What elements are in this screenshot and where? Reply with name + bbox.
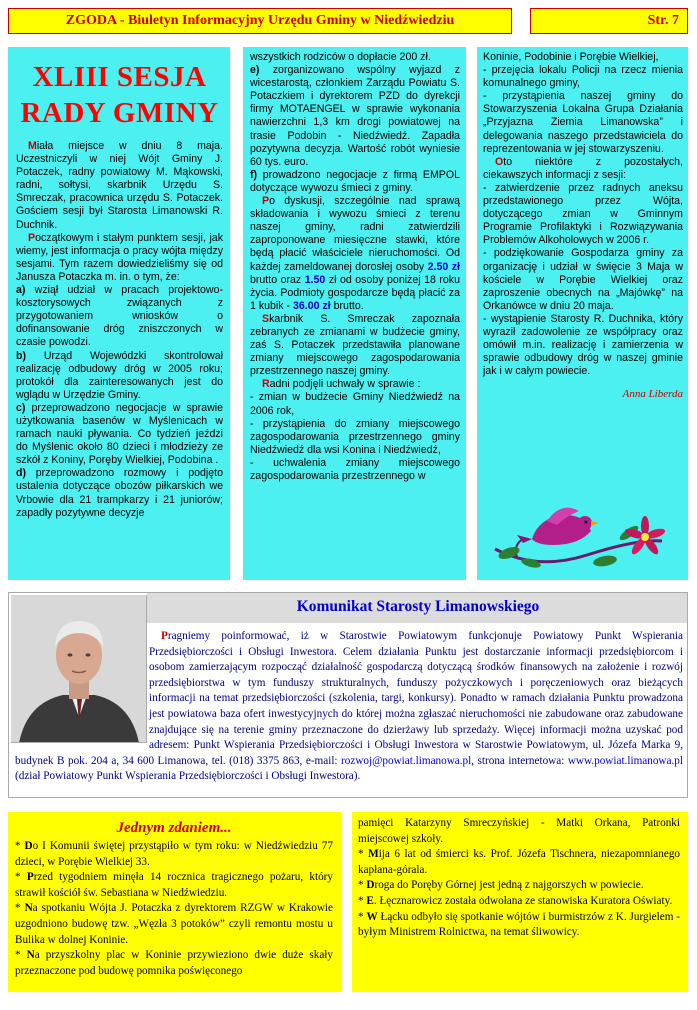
paragraph bbox=[250, 195, 460, 313]
paragraph-text: brutto. bbox=[330, 299, 364, 312]
initial-letter: P bbox=[26, 871, 34, 884]
komunikat-title: Komunikat Starosty Limanowskiego bbox=[296, 598, 540, 615]
item-letter: b) bbox=[16, 349, 26, 362]
item-text: przeprowadzono negocjacje w sprawie użytkowania basenów w Myślenicach w ramach nauki pływania. Co tydzień jeździ do Myślenic około 80 dzieci i młodzieży ze szkół z Koniny, Poręby Wielkiej, Podobina . bbox=[16, 401, 223, 467]
initial-letter: N bbox=[24, 902, 33, 915]
item-letter: f) bbox=[250, 168, 258, 181]
item-text: prowadzono negocjacje z firmą EMPOL dotyczące wywozu śmieci z gminy. bbox=[250, 168, 460, 194]
item-letter: c) bbox=[16, 401, 26, 414]
paragraph bbox=[16, 232, 223, 284]
paragraph-text: karbnik S. Smreczak zapoznała zebranych ze zmianami w budżecie gminy, zaś S. Potaczek przedstawiła planowane zmiany miejscowego zagospodarowania przestrzennego naszej gminy. bbox=[250, 312, 460, 378]
news-text: . Łęcznarowicz została odwołana ze stanowiska Kuratora Oświaty. bbox=[373, 894, 673, 907]
news-text: ija 6 lat od śmierci ks. Prof. Józefa Tischnera, niezapomnianego kapłana-górala. bbox=[358, 848, 681, 876]
initial-letter: M bbox=[28, 140, 37, 152]
list-item bbox=[16, 284, 223, 349]
list-item: - podziękowanie Gospodarza gminy za organizację i udział w święcie 3 Maja w kościele w Porębie Wielkiej oraz zaproszenie obecnych na „Majówkę” na Orkanówce w dniu 20 maja. bbox=[483, 247, 683, 312]
paragraph-text: brutto oraz bbox=[250, 273, 305, 286]
price-adult: 2.50 zł bbox=[427, 260, 460, 273]
paragraph-text: , strona internetowa: bbox=[471, 754, 568, 767]
initial-letter: E bbox=[366, 894, 374, 907]
headline-line-1: XLIII SESJA bbox=[32, 61, 207, 93]
item-letter: e) bbox=[250, 64, 260, 77]
header-title-box bbox=[8, 8, 512, 34]
news-text: a spotkaniu Wójta J. Potaczka z dyrektorem RZGW w Krakowie uzgodniono budowę tzw. „Węzła 3 potoków” czyli remontu mostu u Bulika w dolnej Koninie. bbox=[15, 902, 334, 946]
paragraph-text: o dyskusji, szczególnie nad sprawą składowania i wywozu śmieci z terenu naszej gminy, radni zatwierdzili zaproponowane miesięczne stawki, które będą płacić właściciele nieruchomości. Od każdej zameldowanej dorosłej osoby bbox=[250, 195, 460, 273]
list-item: - zmian w budżecie Gminy Niedźwiedź na 2006 rok, bbox=[250, 391, 460, 417]
news-item: * Na przyszkolny plac w Koninie przywieziono dwie duże skały przeznaczone pod budowę pomnika poświęconego bbox=[15, 949, 333, 977]
session-column-1 bbox=[8, 47, 230, 580]
email-link[interactable]: rozwoj@powiat.limanowa.pl bbox=[341, 754, 472, 767]
paragraph-text: ragniemy poinformować, iż w Starostwie Powiatowym funkcjonuje Powiatowy Punkt Wspierania Przedsiębiorczości i Obsługi Inwestora. Celem działania Punktu jest dostarczanie informacji przedsiębiorcom i osobom zamierzającym rozpocząć działalność gospodarczą dotyczącą środków finansowych na założenie i rozwój przedsiębiorstwa w tym funduszy strukturalnych, funduszy pożyczkowych i poręczeniowych oraz bieżących informacji na temat przedsiębiorczości (szkolenia, targi, konkursy). Ponadto w ramach działania Punktu prowadzona jest powiatowa baza ofert inwestycyjnych do której można zgłaszać nieruchomości nie zabudowane oraz zabudowane znajdujące się na terenie gminy przeznaczone do dzierżawy lub sprzedaży. Więcej informacji można uzyskać pod adresem: Punkt Wspierania Przedsiębiorczości i Obsługi Inwestora w Starostwie Powiatowym, ul. Józefa Marka 9, budynek B pok. 204 a, 34 600 Limanowa, tel. (018) 3375 863, e-mail: bbox=[15, 630, 683, 767]
list-item bbox=[16, 350, 223, 402]
paragraph: wszystkich rodziców o dopłacie 200 zł. bbox=[250, 51, 431, 63]
website-link[interactable]: www.powiat.limanowa.pl bbox=[567, 754, 683, 767]
komunikat-body bbox=[15, 629, 683, 785]
initial-letter: O bbox=[495, 155, 504, 168]
session-column-2 bbox=[243, 47, 466, 580]
price-child: 1.50 bbox=[304, 273, 326, 286]
item-letter: a) bbox=[16, 284, 26, 297]
initial-letter: D bbox=[366, 879, 375, 892]
headline-line-2: RADY GMINY bbox=[20, 97, 219, 129]
session-headline bbox=[16, 59, 223, 131]
item-text: przeprowadzono rozmowy i podjęto ustalenia dotyczące obozów piłkarskich we Vrbowie dla 21 trampkarzy i 21 juniorów; zapadły pozytywne decyzje bbox=[16, 467, 223, 519]
komunikat-box bbox=[8, 592, 688, 798]
item-text: zorganizowano wspólny wyjazd z wicestarostą, członkiem Zarządu Powiatu S. Potaczkiem i dyrektorem PZD do dyrekcji firmy MOTAENGEL w sprawie wykonania nawierzchni 1,3 km drogi powiatowej na trasie Podobin - Niedźwiedź. Zapadła pozytywna decyzja. Wartość robót wyniesie 60 tys. euro. bbox=[250, 64, 460, 168]
list-item bbox=[16, 467, 223, 519]
initial-letter: P bbox=[161, 630, 168, 642]
initial-letter: N bbox=[26, 949, 35, 962]
news-item: * Przed tygodniem minęła 14 rocznica tragicznego pożaru, który strawił kościół św. Sebastiana w Niedźwiedziu. bbox=[15, 871, 334, 899]
news-box-right bbox=[352, 812, 688, 992]
news-text: Łącku odbyło się spotkanie wójtów i burmistrzów z K. Jurgielem - byłym Ministrem Rolnictwa, na temat śliwowicy. bbox=[358, 910, 680, 939]
list-item: - przystąpienia do zmiany miejscowego zagospodarowania przestrzennego gminy Niedźwiedź dla wsi Konina i Niedźwiedź, bbox=[250, 417, 460, 456]
author-signature: Anna Liberda bbox=[622, 388, 683, 401]
bird-flower-illustration bbox=[487, 491, 677, 575]
session-column-3 bbox=[477, 47, 688, 580]
bulletin-title: ZGODA - Biuletyn Informacyjny Urzędu Gminy w Niedźwiedziu bbox=[65, 13, 455, 28]
paragraph bbox=[250, 313, 460, 378]
news-item: * Na spotkaniu Wójta J. Potaczka z dyrektorem RZGW w Krakowie uzgodniono budowę tzw. „Węzła 3 potoków” czyli remontu mostu u Bulika w dolnej Koninie. bbox=[15, 902, 334, 946]
news-text: rzed tygodniem minęła 14 rocznica tragicznego pożaru, który strawił kościół św. Sebastiana w Niedźwiedziu. bbox=[15, 871, 334, 899]
initial-letter: D bbox=[24, 840, 33, 852]
paragraph bbox=[250, 378, 460, 391]
news-item: * E. Łęcznarowicz została odwołana ze stanowiska Kuratora Oświaty. bbox=[358, 894, 673, 907]
paragraph-text: to niektóre z pozostałych, ciekawszych informacji z sesji: bbox=[483, 155, 683, 181]
list-item: - przejęcia lokalu Policji na rzecz mienia komunalnego gminy, bbox=[483, 64, 683, 90]
list-item: - wystąpienie Starosty R. Duchnika, który wyraził zadowolenie ze współpracy oraz omówił m.in. realizację i zamierzenia w sprawie odbudowy dróg w naszej gminie jak i w całym powiecie. bbox=[483, 312, 683, 378]
news-item: pamięci Katarzyny Smreczyńskiej - Matki Orkana, Patronki miejscowej szkoły. bbox=[358, 817, 680, 845]
news-item: * Do I Komunii świętej przystąpiło w tym roku: w Niedźwiedziu 77 dzieci, w Porębie Wielkiej 33. bbox=[15, 840, 333, 868]
page-number: Str. 7 bbox=[647, 13, 679, 28]
list-item bbox=[16, 402, 223, 467]
news-item: * Droga do Poręby Górnej jest jedną z najgorszych w powiecie. bbox=[358, 879, 644, 892]
price-business: 36.00 zł bbox=[292, 299, 331, 312]
news-text: roga do Poręby Górnej jest jedną z najgorszych w powiecie. bbox=[374, 879, 644, 892]
news-box-left bbox=[8, 812, 341, 992]
paragraph bbox=[16, 140, 223, 232]
paragraph-text: zł od osoby poniżej 18 roku życia. Podmioty gospodarcze będą płacić za 1 kubik - bbox=[250, 273, 460, 312]
initial-letter: S bbox=[262, 312, 270, 325]
paragraph: Koninie, Podobinie i Porębie Wielkiej, bbox=[483, 51, 659, 63]
item-text: Urząd Wojewódzki skontrolował realizację odbudowy dróg w 2005 roku; protokół dla zainteresowanych jest do wglądu w Urzędzie Gminy. bbox=[16, 349, 223, 401]
paragraph bbox=[483, 156, 683, 182]
paragraph-text: (dział Powiatowy Punkt Wspierania Przedsiębiorczości i Obsługi Inwestora). bbox=[15, 770, 361, 783]
list-item: - zatwierdzenie przez radnych aneksu przedstawionego przez Wójta, dotyczącego zmian w Gminnym Programie Profilaktyki i Rozwiązywania Problemów Alkoholowych w 2006 r. bbox=[483, 181, 683, 247]
list-item bbox=[250, 64, 460, 169]
initial-letter: R bbox=[262, 378, 270, 391]
item-text: wziął udział w pracach projektowo-kosztorysowych związanych z przygotowaniem wniosków o dofinansowanie dróg zniszczonych w czasie powodzi. bbox=[16, 284, 223, 349]
initial-letter: W bbox=[366, 910, 378, 923]
initial-letter: P bbox=[262, 195, 270, 208]
paragraph-text: oczątkowym i stałym punktem sesji, jak wiemy, jest informacja o pracy wójta między sesjami. Tym razem dowiedzieliśmy się od Janusza Potaczka m. in. o tym, że: bbox=[16, 231, 223, 283]
news-title: Jednym zdaniem... bbox=[116, 820, 232, 836]
news-text: o I Komunii świętej przystąpiło w tym roku: w Niedźwiedziu 77 dzieci, w Porębie Wielkiej 33. bbox=[15, 840, 333, 868]
initial-letter: P bbox=[28, 231, 36, 244]
item-letter: d) bbox=[16, 467, 26, 480]
news-text: a przyszkolny plac w Koninie przywieziono dwie duże skały przeznaczone pod budowę pomnika poświęconego bbox=[15, 949, 333, 977]
list-item bbox=[250, 169, 460, 195]
news-item: * Mija 6 lat od śmierci ks. Prof. Józefa Tischnera, niezapomnianego kapłana-górala. bbox=[358, 848, 681, 876]
list-item: - uchwalenia zmiany miejscowego zagospodarowania przestrzennego w bbox=[250, 456, 460, 482]
initial-letter: M bbox=[368, 848, 379, 861]
list-item: - przystąpienia naszej gminy do Stowarzyszenia Lokalna Grupa Działania „Przyjazna Ziemia Limanowska” i delegowania naszego przedstawiciela do reprezentowania w jej stowarzyszeniu. bbox=[483, 90, 683, 155]
header-page-box bbox=[530, 8, 688, 34]
paragraph-text: iała miejsce w dniu 8 maja. Uczestniczyli w niej Wójt Gminy J. Potaczek, radny powiatowy M. Mąkowski, radni, sołtysi, skarbnik Urzędu S. Smreczak, pracownica urzędu S. Potaczek. Gościem sesji był Starosta Limanowski R. Duchnik. bbox=[16, 140, 223, 231]
news-item: * W Łącku odbyło się spotkanie wójtów i burmistrzów z K. Jurgielem - byłym Ministrem Rolnictwa, na temat śliwowicy. bbox=[358, 910, 680, 939]
paragraph-text: adni podjęli uchwały w sprawie : bbox=[269, 378, 421, 391]
